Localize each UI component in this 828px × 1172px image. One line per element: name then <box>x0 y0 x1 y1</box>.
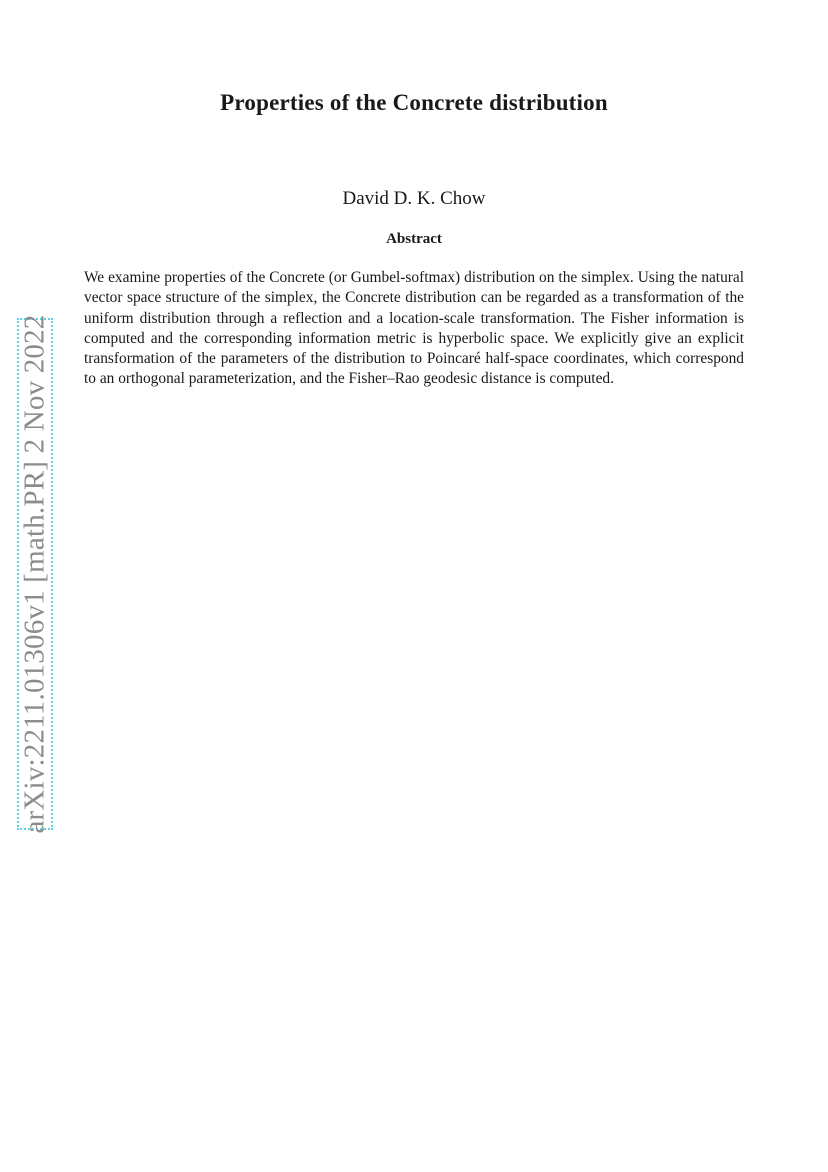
abstract-text: We examine properties of the Concrete (or Gumbel-softmax) distribution on the simplex. Using the natural vector space structure of the simplex, the Concrete distribution can be regarded as a transformation of the uniform distribution through a reflection and a location-scale transformation. The Fisher information is computed and the corresponding information metric is hyperbolic space. We explicitly give an explicit transformation of the parameters of the distribution to Poincaré half-space coordinates, which correspond to an orthogonal parameterization, and the Fisher–Rao geodesic distance is computed. <box>84 269 744 388</box>
abstract-heading: Abstract <box>386 231 442 247</box>
paper-author: David D. K. Chow <box>342 188 486 209</box>
arxiv-identifier-text: arXiv:2211.01306v1 [math.PR] 2 Nov 2022 <box>18 314 51 834</box>
arxiv-identifier-stamp[interactable] <box>17 314 53 834</box>
paper-title: Properties of the Concrete distribution <box>220 90 608 115</box>
